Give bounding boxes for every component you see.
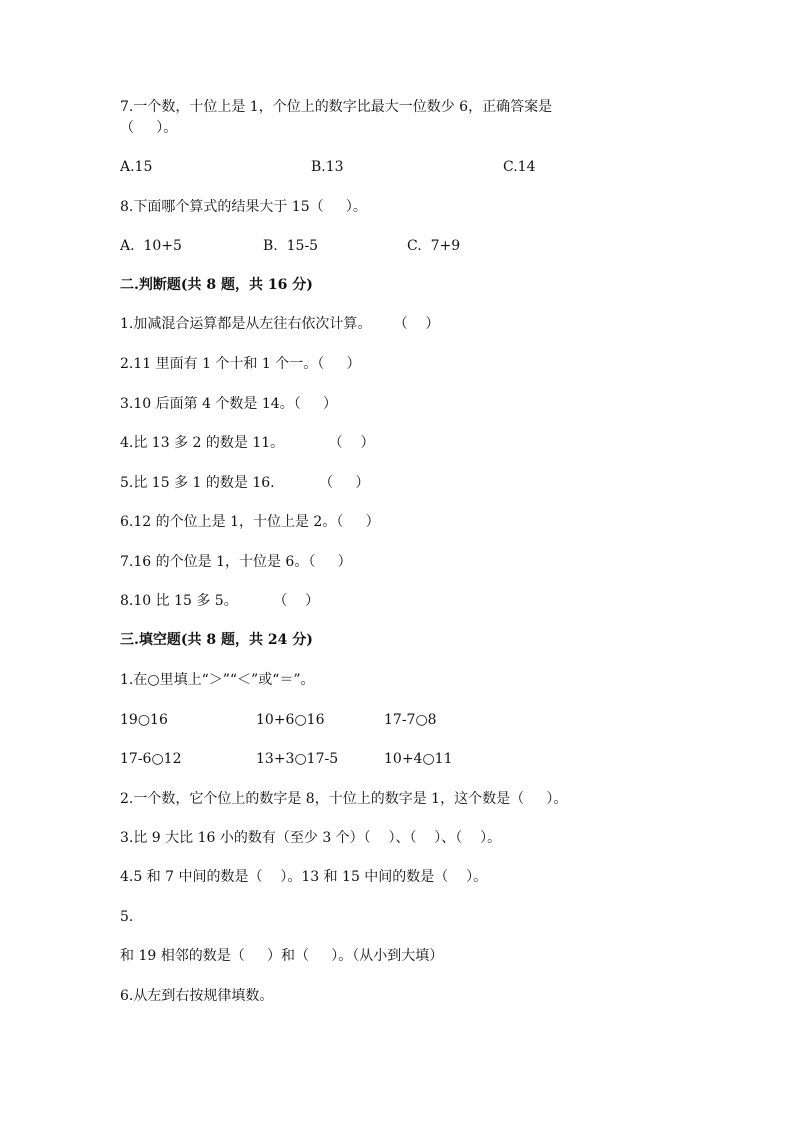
question-8-option-b: B. 15-5 — [263, 238, 319, 254]
judge-item-7: 7.16 的个位是 1，十位是 6。（ ） — [120, 554, 352, 570]
fill-question-3: 3.比 9 大比 16 小的数有（至少 3 个）（ ）、（ ）、（ ）。 — [120, 830, 502, 846]
question-8-option-a: A. 10+5 — [120, 238, 182, 254]
compare-item: 10+6○16 — [256, 712, 325, 728]
compare-item: 17-6○12 — [120, 751, 182, 767]
question-7-text: 7.一个数，十位上是 1，个位上的数字比最大一位数少 6，正确答案是 — [120, 99, 553, 115]
judge-item-8: 8.10 比 15 多 5。 （ ） — [120, 593, 320, 609]
fill-question-1-text: 1.在○里填上“＞”“＜”或“＝”。 — [120, 672, 315, 688]
judge-item-5: 5.比 15 多 1 的数是 16. （ ） — [120, 475, 370, 491]
question-8-option-c: C. 7+9 — [407, 238, 461, 254]
fill-question-6: 6.从左到右按规律填数。 — [120, 988, 274, 1004]
question-7-option-a: A.15 — [120, 159, 153, 175]
question-7-option-b: B.13 — [311, 159, 344, 175]
judge-item-2: 2.11 里面有 1 个十和 1 个一。（ ） — [120, 356, 361, 372]
compare-item: 10+4○11 — [384, 751, 453, 767]
judge-item-4: 4.比 13 多 2 的数是 11。 （ ） — [120, 435, 375, 451]
question-7-blank: （ ）。 — [120, 120, 178, 136]
fill-question-5-text: 和 19 相邻的数是（ ）和（ ）。（从小到大填） — [120, 948, 444, 964]
judge-item-3: 3.10 后面第 4 个数是 14。（ ） — [120, 396, 337, 412]
judge-section-heading: 二.判断题(共 8 题，共 16 分) — [120, 277, 313, 293]
judge-item-6: 6.12 的个位上是 1，十位上是 2。（ ） — [120, 514, 380, 530]
compare-item: 17-7○8 — [384, 712, 437, 728]
question-8-text: 8.下面哪个算式的结果大于 15（ ）。 — [120, 199, 367, 215]
fill-question-5-number: 5. — [120, 909, 134, 925]
fill-section-heading: 三.填空题(共 8 题，共 24 分) — [120, 632, 313, 648]
fill-question-2: 2.一个数，它个位上的数字是 8，十位上的数字是 1，这个数是（ ）。 — [120, 791, 568, 807]
fill-question-4: 4.5 和 7 中间的数是（ ）。13 和 15 中间的数是（ ）。 — [120, 869, 488, 885]
judge-item-1: 1.加减混合运算都是从左往右依次计算。 （ ） — [120, 316, 440, 332]
compare-item: 19○16 — [120, 712, 168, 728]
compare-item: 13+3○17-5 — [256, 751, 339, 767]
question-7-option-c: C.14 — [503, 159, 536, 175]
